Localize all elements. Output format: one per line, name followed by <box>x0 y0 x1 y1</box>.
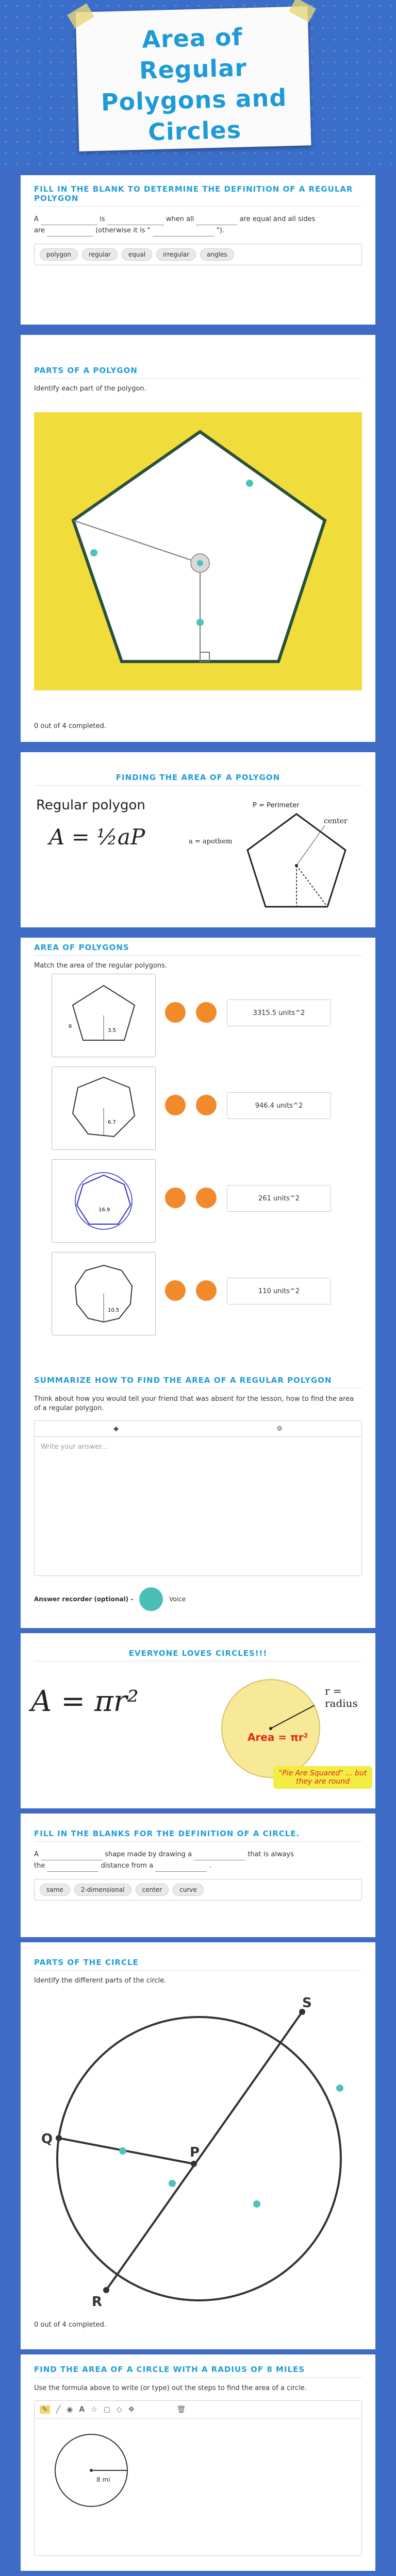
section-title: AREA OF POLYGONS <box>34 943 129 952</box>
format-icon[interactable]: ◆ <box>113 1425 119 1433</box>
blank-input[interactable] <box>107 217 164 225</box>
match-connector[interactable] <box>196 1280 217 1301</box>
drawing-toolbar <box>35 2401 361 2419</box>
match-connector[interactable] <box>165 1280 186 1301</box>
divider <box>34 1841 362 1842</box>
match-connector[interactable] <box>165 1095 186 1115</box>
svg-text:6.7: 6.7 <box>108 1120 116 1125</box>
card-summarize <box>21 1370 375 1628</box>
hotspot[interactable] <box>169 2180 176 2187</box>
center-label: center <box>324 817 348 825</box>
match-value-card[interactable]: 261 units^2 <box>227 1185 331 1212</box>
eraser-icon[interactable]: ◇ <box>117 2405 122 2414</box>
section-title: FIND THE AREA OF A CIRCLE WITH A RADIUS OF 8 MILES <box>34 2365 305 2374</box>
point-p-label: P <box>190 2145 200 2160</box>
blank-input[interactable] <box>194 1853 245 1860</box>
card-finding-area <box>21 752 375 927</box>
circle-diagram <box>34 1994 362 2308</box>
progress-text: 0 out of 4 completed. <box>34 722 106 730</box>
word-chip[interactable]: center <box>136 1884 169 1896</box>
trash-icon[interactable]: 🗑 <box>176 2405 186 2414</box>
hotspot[interactable] <box>90 549 97 556</box>
answer-box[interactable] <box>34 1420 362 1576</box>
svg-text:8 mi: 8 mi <box>96 2476 110 2483</box>
hotspot[interactable] <box>196 619 204 626</box>
hotspot[interactable] <box>246 480 253 487</box>
marker-icon[interactable]: ╱ <box>56 2405 61 2414</box>
card-regular-polygon-definition <box>21 175 375 325</box>
match-value-card[interactable]: 3315.5 units^2 <box>227 999 331 1026</box>
instruction: Identify the different parts of the circle. <box>34 1977 167 1985</box>
divider <box>34 785 362 786</box>
point-r-label: R <box>92 2294 103 2308</box>
section-title: PARTS OF THE CIRCLE <box>34 1958 139 1967</box>
match-connector[interactable] <box>196 1095 217 1115</box>
card-circles <box>21 1633 375 1808</box>
settings-icon[interactable]: ⚙ <box>276 1425 283 1433</box>
match-connector[interactable] <box>165 1188 186 1208</box>
match-connector[interactable] <box>165 1002 186 1023</box>
word-bank <box>34 1879 362 1901</box>
answer-recorder: Answer recorder (optional) - Voice <box>34 1587 362 1611</box>
hotspot[interactable] <box>119 2147 126 2155</box>
match-value-card[interactable]: 946.4 units^2 <box>227 1092 331 1119</box>
page-header <box>0 0 396 170</box>
divider <box>34 378 362 379</box>
hotspot[interactable] <box>336 2084 343 2092</box>
word-chip[interactable]: angles <box>200 248 234 261</box>
instruction: Match the area of the regular polygons. <box>34 962 167 970</box>
divider <box>34 1970 362 1971</box>
match-shape-card[interactable] <box>52 1252 156 1335</box>
hotspot[interactable] <box>197 560 203 566</box>
voice-record-button[interactable] <box>139 1587 163 1611</box>
answer-placeholder: Write your answer... <box>41 1443 108 1451</box>
drawing-canvas[interactable] <box>34 2400 362 2556</box>
blank-input[interactable] <box>196 217 237 225</box>
match-connector[interactable] <box>196 1002 217 1023</box>
word-chip[interactable]: irregular <box>156 248 196 261</box>
blank-input[interactable] <box>41 1853 103 1860</box>
pencil-icon[interactable]: ✎ <box>40 2405 50 2414</box>
card-circle-definition <box>21 1814 375 1937</box>
circle-radius-figure <box>45 2424 138 2517</box>
card-area-of-polygons <box>21 938 375 1370</box>
progress-text: 0 out of 4 completed. <box>34 2321 106 2329</box>
pie-note: "Pie Are Squared" ... but they are round <box>273 1766 372 1789</box>
card-parts-of-polygon <box>21 335 375 742</box>
point-q-label: Q <box>41 2131 53 2147</box>
svg-text:6: 6 <box>69 1024 72 1029</box>
card-circle-area-problem <box>21 2354 375 2571</box>
fill-in-text: A shape made by drawing a that is always the distance from a . <box>34 1849 362 1872</box>
blank-input[interactable] <box>47 229 93 236</box>
section-title: FILL IN THE BLANK TO DETERMINE THE DEFINITION OF A REGULAR POLYGON <box>34 184 353 203</box>
area-label: Area = πr² <box>248 1731 308 1743</box>
divider <box>34 955 362 956</box>
tape <box>67 3 94 28</box>
match-value-card[interactable]: 110 units^2 <box>227 1278 331 1304</box>
color-icon[interactable]: ◉ <box>67 2405 73 2414</box>
circle-area-formula: A = πr² <box>31 1685 139 1718</box>
instruction: Use the formula above to write (or type) out the steps to find the area of a circle. <box>34 2384 307 2392</box>
pentagon-formula-diagram <box>242 809 351 917</box>
tape <box>289 0 316 22</box>
word-chip[interactable]: 2-dimensional <box>74 1884 131 1896</box>
section-title: FILL IN THE BLANKS FOR THE DEFINITION OF A CIRCLE. <box>34 1829 300 1838</box>
move-icon[interactable]: ✥ <box>128 2405 135 2414</box>
word-chip[interactable]: same <box>40 1884 70 1896</box>
editor-toolbar <box>35 1421 361 1437</box>
blank-input[interactable] <box>41 217 97 225</box>
divider <box>34 206 362 207</box>
radius-label: r = radius <box>325 1685 358 1709</box>
star-icon[interactable]: ☆ <box>91 2405 97 2414</box>
page-title: Area of Regular Polygons and Circles <box>101 23 287 146</box>
perimeter-label: P = Perimeter <box>253 802 300 809</box>
instruction: Think about how you would tell your friend that was absent for the lesson, how to find the area of a regular polygon. <box>34 1395 354 1412</box>
word-chip[interactable]: equal <box>122 248 152 261</box>
divider <box>34 1661 362 1662</box>
divider <box>34 2377 362 2378</box>
word-chip[interactable]: regular <box>82 248 118 261</box>
section-title: FINDING THE AREA OF A POLYGON <box>116 773 280 782</box>
text-tool-icon[interactable]: A <box>79 2405 85 2414</box>
section-title: EVERYONE LOVES CIRCLES!!! <box>128 1649 268 1658</box>
blank-input[interactable] <box>153 229 214 236</box>
section-title: SUMMARIZE HOW TO FIND THE AREA OF A REGULAR POLYGON <box>34 1376 332 1385</box>
word-chip[interactable]: curve <box>173 1884 204 1896</box>
svg-text:10.5: 10.5 <box>108 1308 120 1313</box>
apothem-label: a = apothem <box>189 838 233 845</box>
regular-polygon-label: Regular polygon <box>36 798 145 813</box>
instruction: Identify each part of the polygon. <box>34 385 146 393</box>
area-formula: A = ½aP <box>49 824 145 850</box>
card-parts-of-circle <box>21 1942 375 2349</box>
blank-input[interactable] <box>47 1864 98 1872</box>
match-shape-card[interactable] <box>52 974 156 1057</box>
word-bank <box>34 244 362 265</box>
svg-text:3.5: 3.5 <box>108 1028 116 1033</box>
section-title: PARTS OF A POLYGON <box>34 366 138 375</box>
word-chip[interactable]: polygon <box>40 248 78 261</box>
blank-input[interactable] <box>155 1864 207 1872</box>
title-note <box>76 6 311 151</box>
polygon-diagram <box>34 412 362 690</box>
match-shape-card[interactable] <box>52 1159 156 1243</box>
svg-text:16.9: 16.9 <box>98 1207 110 1213</box>
hotspot[interactable] <box>253 2200 260 2208</box>
point-s-label: S <box>302 1995 312 2011</box>
image-icon[interactable]: ▢ <box>103 2405 111 2414</box>
match-shape-card[interactable] <box>52 1066 156 1150</box>
match-connector[interactable] <box>196 1188 217 1208</box>
fill-in-text: A is when all are equal and all sides are (otherwise it is " "). <box>34 214 362 236</box>
